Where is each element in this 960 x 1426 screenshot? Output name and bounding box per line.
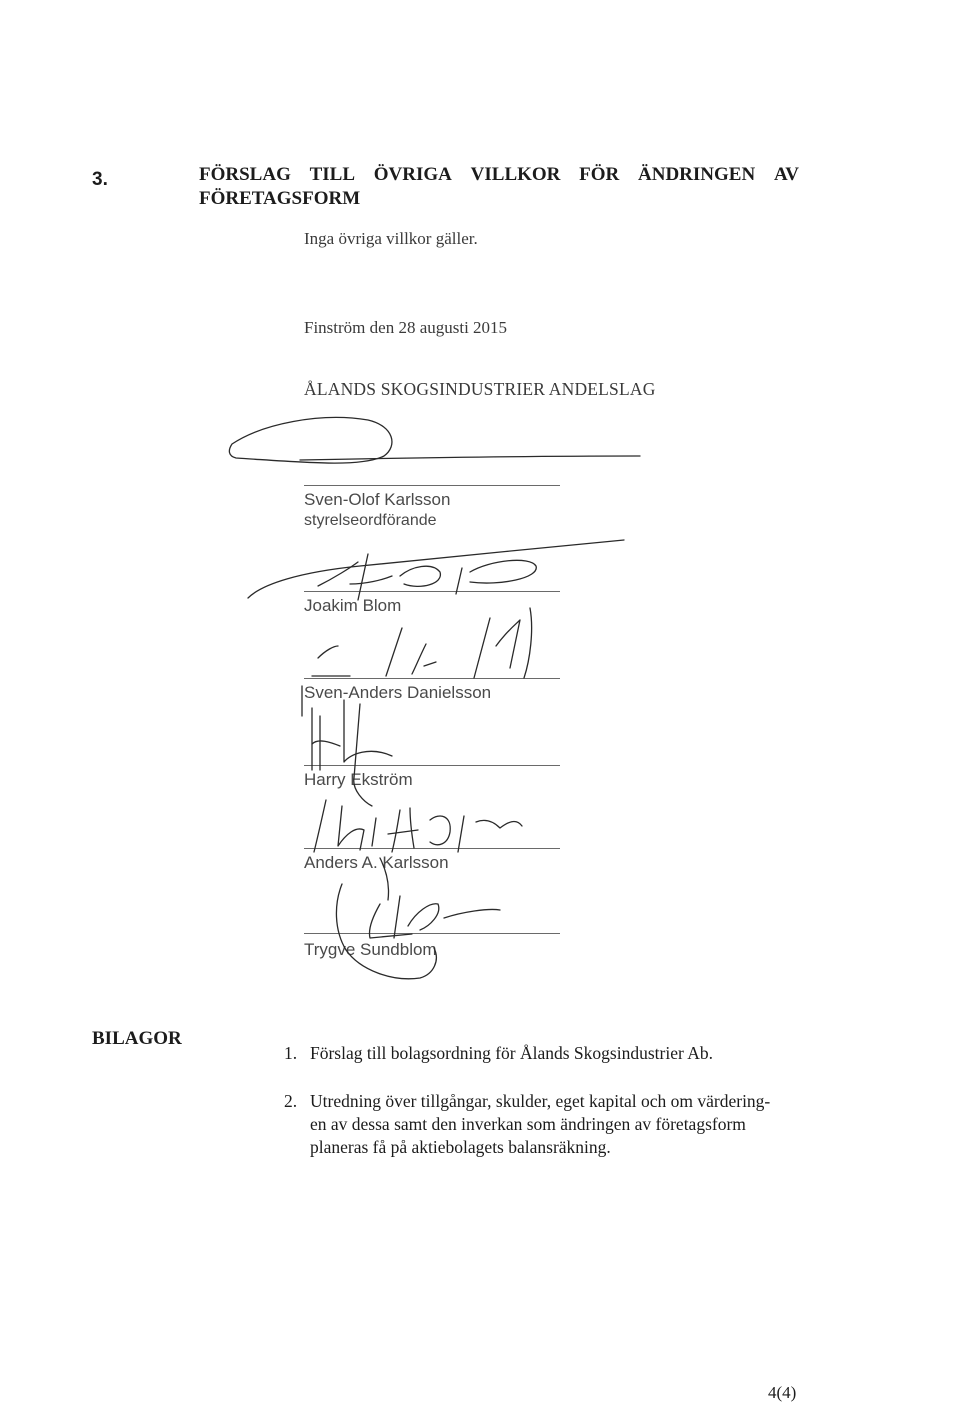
- attachment-text: planeras få på aktiebolagets balansräkning.: [310, 1137, 611, 1157]
- signer-role: styrelseordförande: [304, 512, 437, 529]
- attachment-number: 2.: [284, 1091, 298, 1111]
- section-heading-line2: FÖRETAGSFORM: [199, 188, 361, 209]
- attachment-item: [284, 1043, 713, 1064]
- page-number: 4(4): [768, 1383, 797, 1402]
- signer-name: Anders A. Karlsson: [304, 853, 449, 872]
- heading-word: ÖVRIGA: [373, 164, 452, 185]
- signature-trygve-sundblom: [336, 884, 500, 979]
- signer-name: Harry Ekström: [304, 770, 413, 789]
- attachment-text: Utredning över tillgångar, skulder, eget kapital och om värdering-: [310, 1091, 771, 1111]
- heading-word: FÖRSLAG: [199, 164, 291, 185]
- heading-word: ÄNDRINGEN: [638, 164, 756, 185]
- section-heading: [199, 164, 799, 186]
- signature-line: [304, 678, 560, 679]
- attachment-text: en av dessa samt den inverkan som ändringen av företagsform: [310, 1114, 746, 1134]
- heading-word: FÖR: [579, 164, 620, 185]
- signer-name: Sven-Anders Danielsson: [304, 683, 492, 702]
- signature-harry-ekstrom: [312, 700, 392, 806]
- signature-line: [304, 591, 560, 592]
- signature-anders-a-karlsson: [314, 800, 522, 900]
- heading-word: AV: [773, 164, 799, 185]
- section-number: 3.: [92, 169, 108, 190]
- heading-word: VILLKOR: [470, 164, 561, 185]
- signature-line: [304, 848, 560, 849]
- attachment-text: Förslag till bolagsordning för Ålands Skogsindustrier Ab.: [310, 1043, 713, 1063]
- signer-name: Trygve Sundblom: [304, 940, 437, 959]
- signature-line: [304, 765, 560, 766]
- heading-word: TILL: [309, 164, 356, 185]
- signature-line: [304, 933, 560, 934]
- signature-sven-olof-karlsson: [229, 417, 640, 463]
- organization-name: ÅLANDS SKOGSINDUSTRIER ANDELSLAG: [304, 379, 656, 399]
- attachment-item: [284, 1091, 770, 1112]
- attachments-title: BILAGOR: [92, 1028, 182, 1049]
- place-date: Finström den 28 augusti 2015: [304, 318, 508, 337]
- signer-name: Sven-Olof Karlsson: [304, 490, 451, 509]
- attachment-number: 1.: [284, 1043, 298, 1063]
- signer-name: Joakim Blom: [304, 596, 402, 615]
- signature-line: [304, 485, 560, 486]
- section-text: Inga övriga villkor gäller.: [304, 229, 478, 248]
